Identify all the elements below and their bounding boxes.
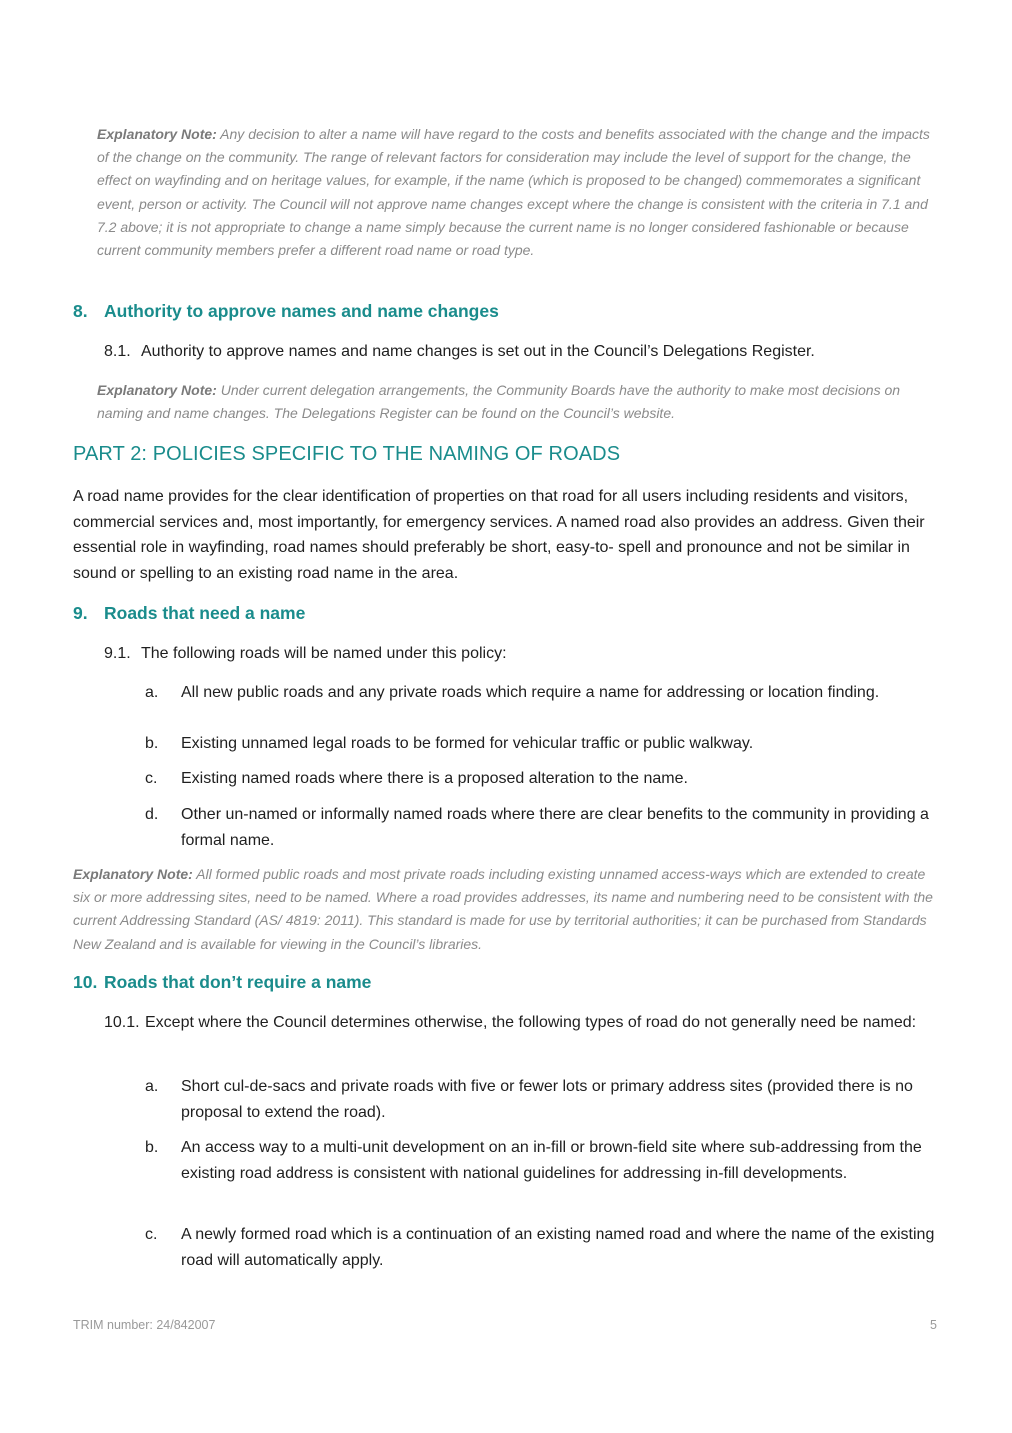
note-text: All formed public roads and most private roads including existing unnamed access-ways which are extended to create six or more addressing sites, need to be named. Where a road provides addresses, its name and numbering need to be consistent with the current Addressing Standard (AS/ 4819: 2011). This standard is made for use by territorial authorities; it can be purchased from Standards New Zealand and is available for viewing in the Council’s libraries.: [73, 866, 933, 952]
list-text: Short cul-de-sacs and private roads with five or fewer lots or primary address sites (provided there is no proposal to extend the road).: [181, 1078, 913, 1121]
list-letter: c.: [145, 1226, 158, 1243]
section-number: 10.: [73, 972, 98, 992]
list-item: [145, 766, 945, 792]
section-number: 8.: [73, 301, 88, 321]
list-letter: a.: [145, 1078, 159, 1095]
note-label: Explanatory Note:: [97, 126, 217, 142]
note-label: Explanatory Note:: [97, 382, 217, 398]
clause-number: 9.1.: [104, 645, 131, 662]
section-title: Roads that need a name: [104, 603, 306, 623]
clause-10-1: [104, 1010, 944, 1036]
list-letter: b.: [145, 735, 159, 752]
list-item: [145, 731, 945, 757]
note-text: Any decision to alter a name will have regard to the costs and benefits associated with the change and the impacts of the change on the community. The range of relevant factors for consideration may include the level of support for the change, the effect on wayfinding and on heritage values, for example, if the name (which is proposed to be changed) commemorates a significant event, person or activity. The Council will not approve name changes except where the change is consistent with the criteria in 7.1 and 7.2 above; it is not appropriate to change a name simply because the current name is no longer considered fashionable or because current community members prefer a different road name or road type.: [97, 126, 930, 259]
list-letter: a.: [145, 684, 159, 701]
list-text: Existing unnamed legal roads to be formed for vehicular traffic or public walkway.: [181, 735, 754, 752]
section-8-heading: [73, 299, 499, 323]
list-text: A newly formed road which is a continuation of an existing named road and where the name of the existing road will automatically apply.: [181, 1226, 935, 1269]
list-item: [145, 1074, 945, 1125]
clause-text: The following roads will be named under this policy:: [141, 645, 507, 662]
list-letter: d.: [145, 806, 159, 823]
clause-8-1: [104, 339, 944, 365]
clause-number: 8.1.: [104, 343, 131, 360]
list-letter: b.: [145, 1139, 159, 1156]
clause-text: Authority to approve names and name changes is set out in the Council’s Delegations Register.: [141, 343, 815, 360]
list-item: [145, 802, 945, 853]
section-number: 9.: [73, 603, 88, 623]
note-label: Explanatory Note:: [73, 866, 193, 882]
list-item: [145, 680, 945, 706]
explanatory-note: [97, 379, 937, 425]
section-title: Roads that don’t require a name: [104, 972, 372, 992]
clause-number: 10.1.: [104, 1014, 140, 1031]
list-text: Other un-named or informally named roads where there are clear benefits to the community in providing a formal name.: [181, 806, 929, 849]
list-text: Existing named roads where there is a proposed alteration to the name.: [181, 770, 688, 787]
section-9-heading: [73, 601, 305, 625]
section-10-heading: [73, 970, 371, 994]
list-text: All new public roads and any private roads which require a name for addressing or location finding.: [181, 684, 880, 701]
explanatory-note: [73, 863, 945, 956]
section-title: Authority to approve names and name changes: [104, 301, 499, 321]
note-text: Under current delegation arrangements, the Community Boards have the authority to make most decisions on naming and name changes. The Delegations Register can be found on the Council’s website.: [97, 382, 901, 422]
list-item: [145, 1135, 945, 1186]
clause-text: Except where the Council determines otherwise, the following types of road do not generally need be named:: [145, 1014, 917, 1031]
explanatory-note: [97, 123, 945, 262]
list-item: [145, 1222, 945, 1273]
trim-number: TRIM number: 24/842007: [73, 1318, 216, 1332]
list-text: An access way to a multi-unit development on an in-fill or brown-field site where sub-addressing from the existing road address is consistent with national guidelines for addressing in-fill developments.: [181, 1139, 922, 1182]
list-letter: c.: [145, 770, 158, 787]
part-2-heading: PART 2: POLICIES SPECIFIC TO THE NAMING OF ROADS: [73, 443, 621, 465]
clause-9-1: [104, 641, 944, 667]
page-number: 5: [930, 1318, 937, 1332]
part-2-intro: A road name provides for the clear identification of properties on that road for all users including residents and visitors, commercial services and, most importantly, for emergency services. A named road also provides an address. Given their essential role in wayfinding, road names should preferably be short, easy-to- spell and pronounce and not be similar in sound or spelling to an existing road name in the area.: [73, 488, 925, 583]
